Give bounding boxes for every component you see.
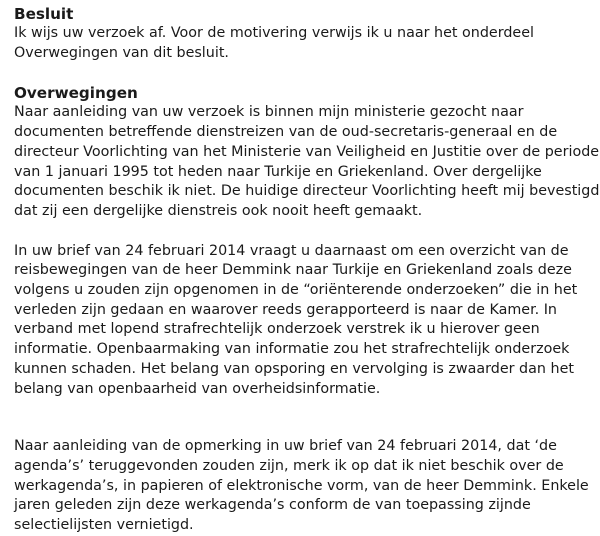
text-line: Naar aanleiding van de opmerking in uw brief van 24 februari 2014, dat ‘de — [14, 438, 557, 455]
section-overwegingen — [14, 83, 600, 535]
text-line: verband met lopend strafrechtelijk onderzoek verstrek ik u hierover geen — [14, 321, 540, 338]
text-line: In uw brief van 24 februari 2014 vraagt u daarnaast om een overzicht van de — [14, 242, 569, 259]
text-line: reisbewegingen van de heer Demmink naar Turkije en Griekenland zoals deze — [14, 262, 572, 279]
section-besluit — [14, 4, 594, 63]
text-line: selectielijsten vernietigd. — [14, 517, 194, 534]
text-line: van 1 januari 1995 tot heden naar Turkije en Griekenland. Over dergelijke — [14, 163, 542, 180]
section-heading-besluit: Besluit — [14, 5, 74, 23]
document-body — [14, 4, 600, 536]
text-line: volgens u zouden zijn opgenomen in de “oriënterende onderzoeken” die in het — [14, 282, 578, 299]
text-line: verleden zijn gedaan en waarover reeds gerapporteerd is naar de Kamer. In — [14, 301, 557, 318]
text-line: jaren geleden zijn deze werkagenda’s conform de van toepassing zijnde — [14, 497, 531, 514]
text-line: Overwegingen van dit besluit. — [14, 44, 229, 61]
text-line: dat zij een dergelijke dienstreis ook nooit heeft gemaakt. — [14, 202, 423, 219]
text-line: documenten betreffende dienstreizen van de oud-secretaris-generaal en de — [14, 124, 558, 141]
paragraph — [14, 437, 594, 536]
paragraph — [14, 24, 594, 63]
text-line: Ik wijs uw verzoek af. Voor de motivering verwijs ik u naar het onderdeel — [14, 25, 534, 41]
text-line: informatie. Openbaarmaking van informatie zou het strafrechtelijk onderzoek — [14, 341, 570, 358]
paragraph — [14, 103, 600, 221]
section-heading-overwegingen: Overwegingen — [14, 84, 138, 103]
text-line: directeur Voorlichting van het Ministerie van Veiligheid en Justitie over de periode — [14, 143, 600, 160]
text-line: kunnen schaden. Het belang van opsporing en vervolging is zwaarder dan het — [14, 360, 574, 377]
text-line: werkagenda’s, in papieren of elektronische vorm, van de heer Demmink. Enkele — [14, 477, 589, 494]
text-line: agenda’s’ teruggevonden zouden zijn, merk ik op dat ik niet beschik over de — [14, 457, 564, 474]
paragraph — [14, 242, 594, 400]
text-line: Naar aanleiding van uw verzoek is binnen mijn ministerie gezocht naar — [14, 104, 524, 121]
text-line: belang van openbaarheid van overheidsinformatie. — [14, 380, 381, 397]
text-line: documenten beschik ik niet. De huidige directeur Voorlichting heeft mij bevestigd — [14, 183, 600, 200]
